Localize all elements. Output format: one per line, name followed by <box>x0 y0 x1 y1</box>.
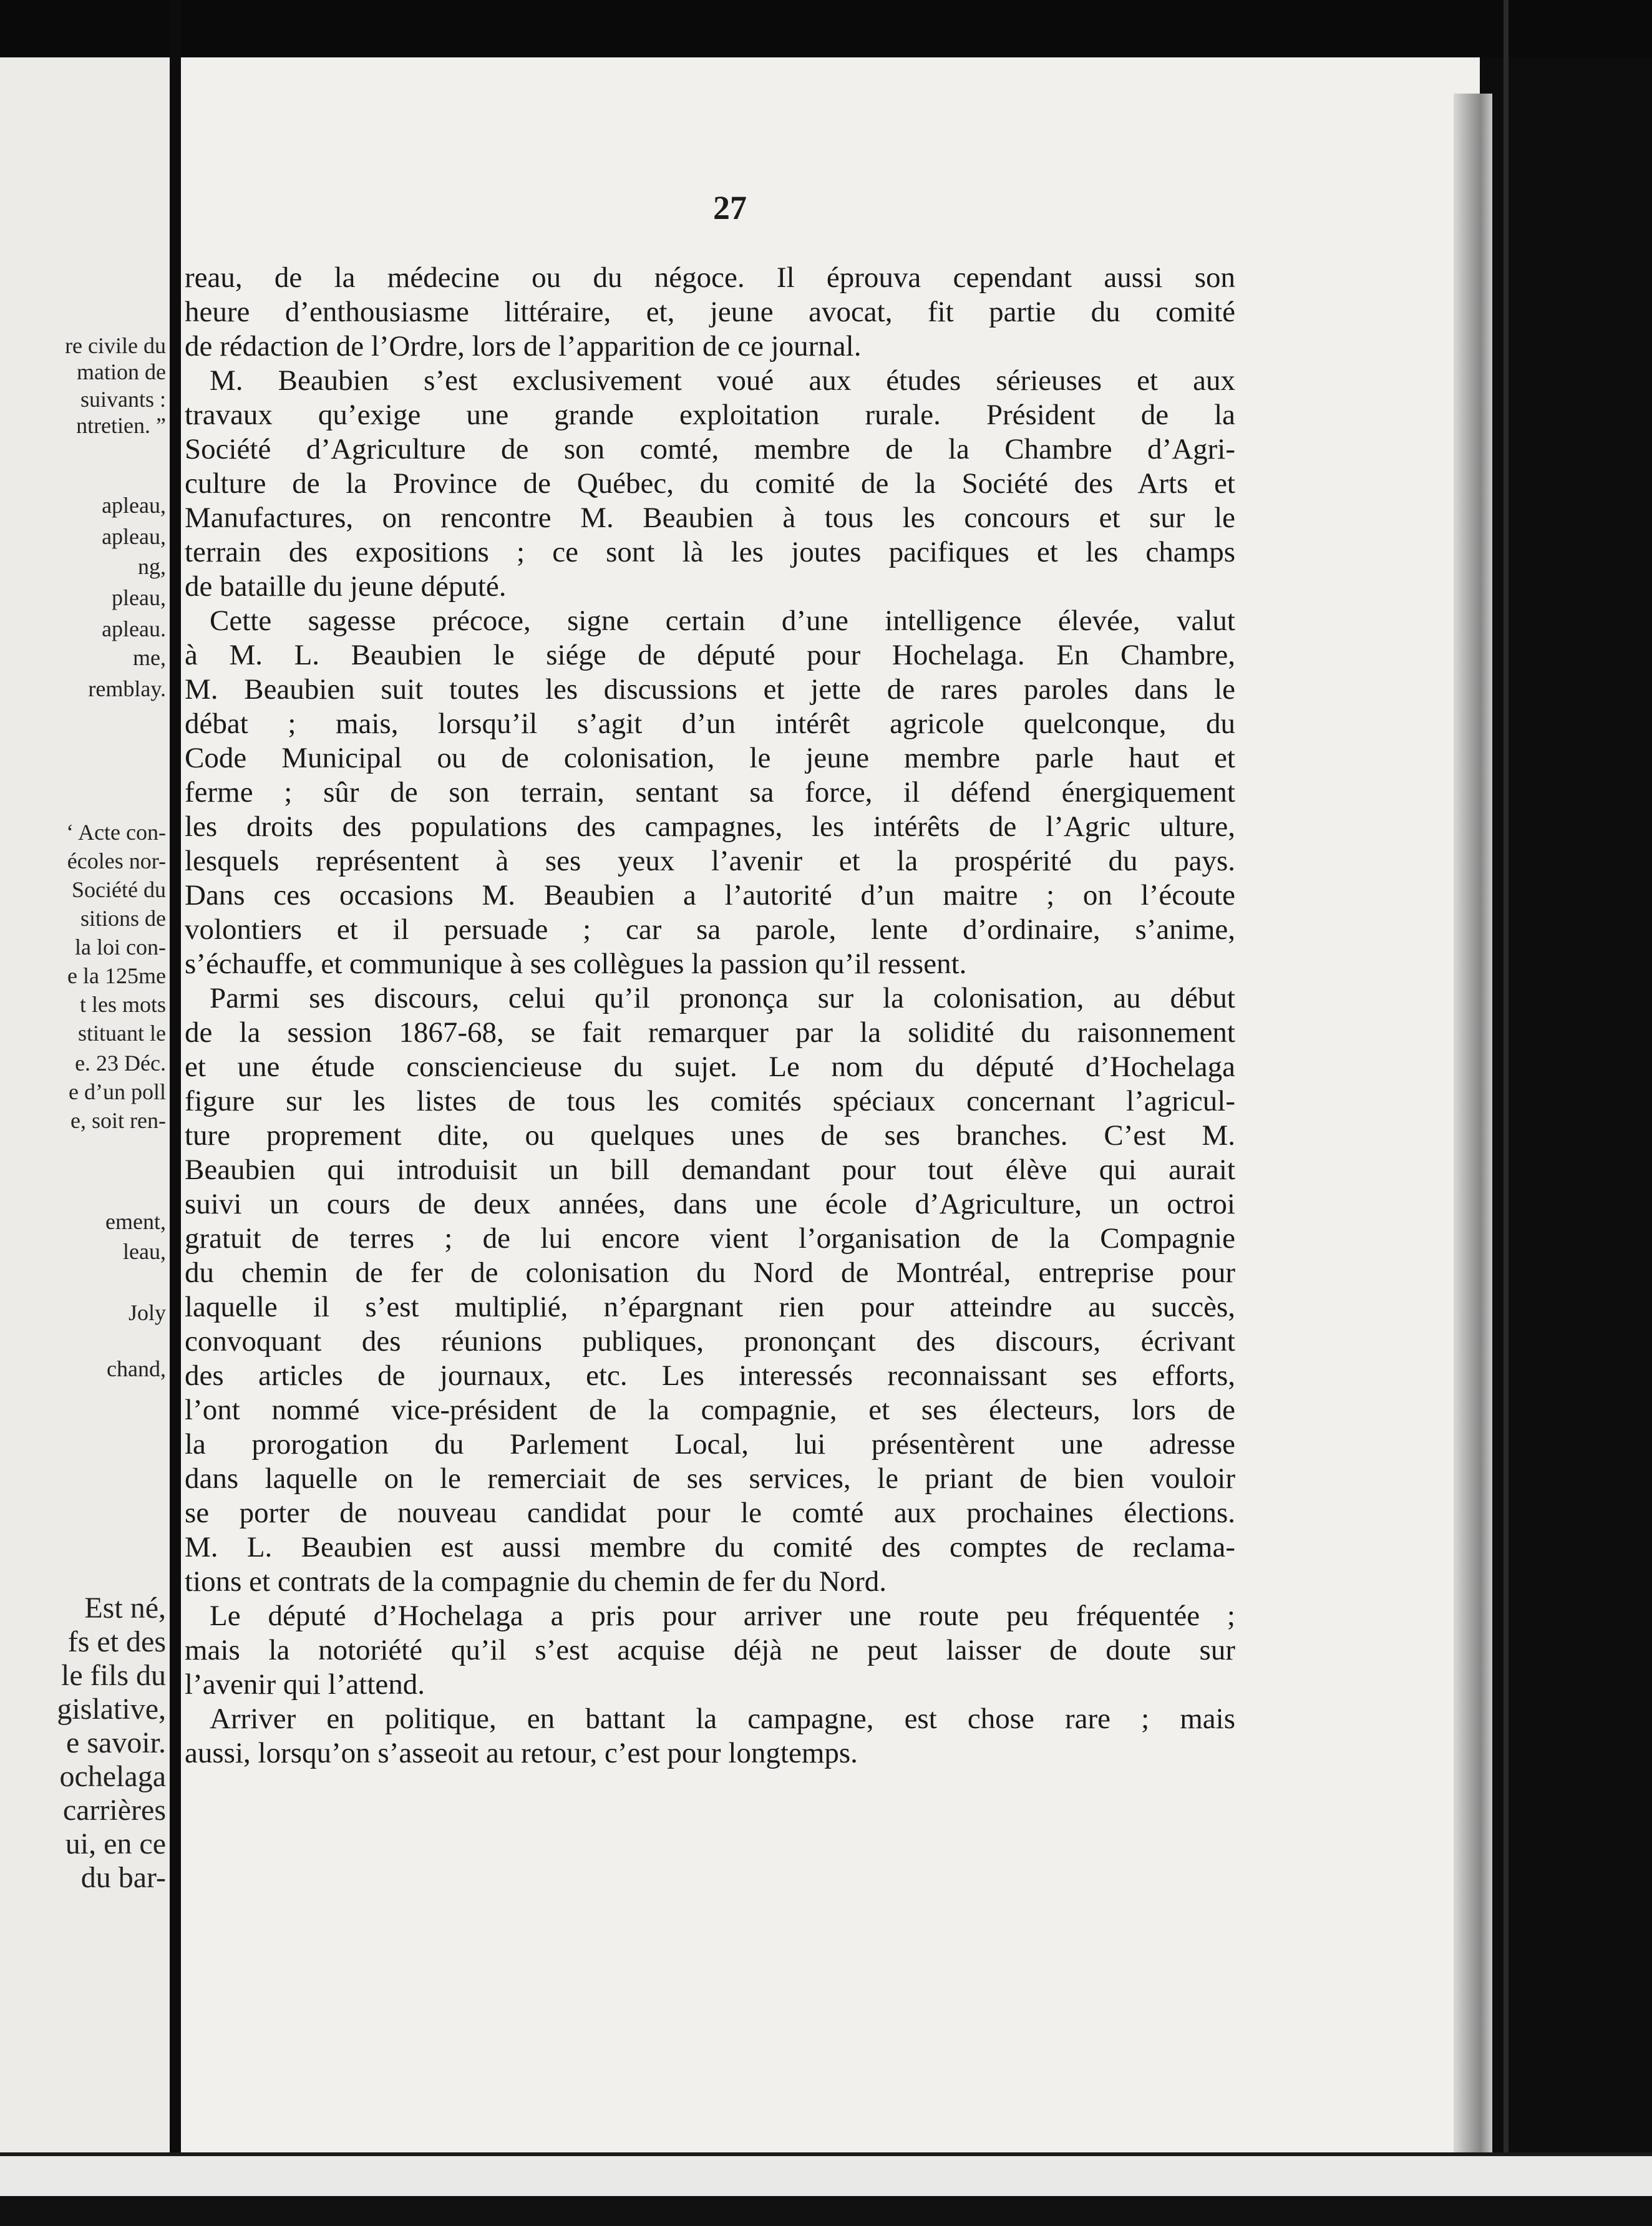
left-page-line: e la 125me <box>67 963 166 988</box>
left-page-line: leau, <box>123 1239 166 1264</box>
left-page-line: ‘ Acte con- <box>66 820 166 845</box>
left-page-line: e. 23 Déc. <box>75 1051 166 1076</box>
left-page-line: sitions de <box>80 906 166 931</box>
text-line: de bataille du jeune député. <box>185 570 507 603</box>
scan-right-rule <box>1504 0 1509 2226</box>
text-line: l’ont nommé vice-président de la compagnie, et ses électeurs, lors de <box>185 1394 1235 1426</box>
left-page-line: ntretien. ” <box>76 413 166 438</box>
text-line: ture proprement dite, ou quelques unes de ses branches. C’est M. <box>185 1119 1235 1152</box>
text-line: terrain des expositions ; ce sont là les joutes pacifiques et les champs <box>185 536 1235 568</box>
left-page-line: t les mots <box>79 992 166 1017</box>
left-page-line: le fils du <box>61 1659 166 1692</box>
text-line: volontiers et il persuade ; car sa parole, lente d’ordinaire, s’anime, <box>185 913 1235 946</box>
left-page-line: ui, en ce <box>65 1827 166 1860</box>
text-line: les droits des populations des campagnes, les intérêts de l’Agric ulture, <box>185 810 1235 843</box>
text-line: Arriver en politique, en battant la campagne, est chose rare ; mais <box>210 1703 1235 1735</box>
scan-bottom-border <box>0 2196 1652 2226</box>
text-line: culture de la Province de Québec, du comité de la Société des Arts et <box>185 467 1235 500</box>
article-body <box>185 261 1235 1771</box>
text-line: heure d’enthousiasme littéraire, et, jeune avocat, fit partie du comité <box>185 296 1235 328</box>
text-line: et une étude consciencieuse du sujet. Le nom du député d’Hochelaga <box>185 1051 1235 1083</box>
text-line: reau, de la médecine ou du négoce. Il éprouva cependant aussi son <box>185 261 1235 294</box>
left-page-line: ochelaga <box>59 1760 166 1793</box>
left-page-line: ement, <box>105 1209 166 1234</box>
text-line: gratuit de terres ; de lui encore vient l’organisation de la Compagnie <box>185 1222 1235 1255</box>
left-page-line: suivants : <box>80 387 166 412</box>
text-line: des articles de journaux, etc. Les interessés reconnaissant ses efforts, <box>185 1359 1235 1392</box>
left-page-line: du bar- <box>80 1861 166 1894</box>
left-page-line: gislative, <box>57 1693 166 1726</box>
text-line: Dans ces occasions M. Beaubien a l’autorité d’un maitre ; on l’écoute <box>185 879 1235 911</box>
left-page-line: e, soit ren- <box>70 1108 166 1133</box>
text-line: se porter de nouveau candidat pour le comté aux prochaines élections. <box>185 1497 1235 1529</box>
left-page-line: mation de <box>77 359 166 384</box>
left-page-line: remblay. <box>88 676 166 701</box>
left-page-line: Est né, <box>84 1592 166 1625</box>
scan-right-border <box>1492 57 1652 2152</box>
text-line: de la session 1867-68, se fait remarquer par la solidité du raisonnement <box>185 1016 1235 1049</box>
page-number: 27 <box>713 189 747 226</box>
text-line: du chemin de fer de colonisation du Nord de Montréal, entreprise pour <box>185 1256 1235 1289</box>
text-line: convoquant des réunions publiques, prononçant des discours, écrivant <box>185 1325 1235 1358</box>
left-page-line: me, <box>133 645 166 670</box>
text-line: figure sur les listes de tous les comités spéciaux concernant l’agricul- <box>185 1085 1235 1117</box>
scan-top-border <box>0 0 1652 57</box>
left-page-line: Joly <box>128 1300 166 1325</box>
text-line: aussi, lorsqu’on s’asseoit au retour, c’est pour longtemps. <box>185 1737 858 1769</box>
text-line: Cette sagesse précoce, signe certain d’une intelligence élevée, valut <box>210 605 1235 637</box>
text-line: l’avenir qui l’attend. <box>185 1668 425 1701</box>
left-page-line: apleau. <box>102 616 166 641</box>
left-page-line: la loi con- <box>75 935 166 960</box>
next-page-strip <box>0 2152 1652 2201</box>
left-page-line: carrières <box>62 1794 166 1827</box>
left-page-line: re civile du <box>65 333 166 358</box>
text-line: s’échauffe, et communique à ses collègues la passion qu’il ressent. <box>185 948 967 980</box>
text-line: Parmi ses discours, celui qu’il prononça sur la colonisation, au début <box>210 982 1235 1014</box>
page-edge-shadow <box>1454 94 1492 2152</box>
left-page-line: écoles nor- <box>67 848 166 873</box>
text-line: M. L. Beaubien est aussi membre du comité des comptes de reclama- <box>185 1531 1235 1563</box>
text-line: suivi un cours de deux années, dans une école d’Agriculture, un octroi <box>185 1188 1235 1220</box>
text-line: Société d’Agriculture de son comté, membre de la Chambre d’Agri- <box>185 433 1235 465</box>
text-line: de rédaction de l’Ordre, lors de l’apparition de ce journal. <box>185 330 862 362</box>
left-page-line: ng, <box>138 554 166 579</box>
left-page-line: pleau, <box>112 585 166 610</box>
text-line: Code Municipal ou de colonisation, le jeune membre parle haut et <box>185 742 1235 774</box>
text-line: mais la notoriété qu’il s’est acquise déjà ne peut laisser de doute sur <box>185 1634 1235 1666</box>
left-page-line: e savoir. <box>66 1726 166 1759</box>
text-line: Beaubien qui introduisit un bill demandant pour tout élève qui aurait <box>185 1154 1235 1186</box>
left-page-line: chand, <box>107 1356 166 1381</box>
left-page-line: fs et des <box>67 1625 166 1658</box>
left-page-line: e d’un poll <box>69 1079 166 1104</box>
left-page-line: Société du <box>72 877 166 902</box>
text-line: Le député d’Hochelaga a pris pour arriver une route peu fréquentée ; <box>210 1600 1235 1632</box>
left-page-line: stituant le <box>78 1021 166 1046</box>
text-line: la prorogation du Parlement Local, lui présentèrent une adresse <box>185 1428 1235 1461</box>
text-line: lesquels représentent à ses yeux l’avenir et la prospérité du pays. <box>185 845 1235 877</box>
text-line: travaux qu’exige une grande exploitation rurale. Président de la <box>185 399 1235 431</box>
text-line: Manufactures, on rencontre M. Beaubien à tous les concours et sur le <box>185 502 1235 534</box>
left-adjacent-page <box>0 57 170 2152</box>
text-line: M. Beaubien s’est exclusivement voué aux études sérieuses et aux <box>210 364 1235 397</box>
left-page-line: apleau, <box>102 524 166 549</box>
text-line: tions et contrats de la compagnie du chemin de fer du Nord. <box>185 1565 887 1598</box>
left-page-line: apleau, <box>102 493 166 518</box>
text-line: M. Beaubien suit toutes les discussions et jette de rares paroles dans le <box>185 673 1235 706</box>
text-line: ferme ; sûr de son terrain, sentant sa force, il défend énergiquement <box>185 776 1235 809</box>
text-line: à M. L. Beaubien le siége de député pour Hochelaga. En Chambre, <box>185 639 1235 671</box>
text-line: débat ; mais, lorsqu’il s’agit d’un intérêt agricole quelconque, du <box>185 707 1235 740</box>
page-gutter <box>170 0 181 2226</box>
text-line: laquelle il s’est multiplié, n’épargnant rien pour atteindre au succès, <box>185 1291 1235 1323</box>
text-line: dans laquelle on le remerciait de ses services, le priant de bien vouloir <box>185 1462 1235 1495</box>
